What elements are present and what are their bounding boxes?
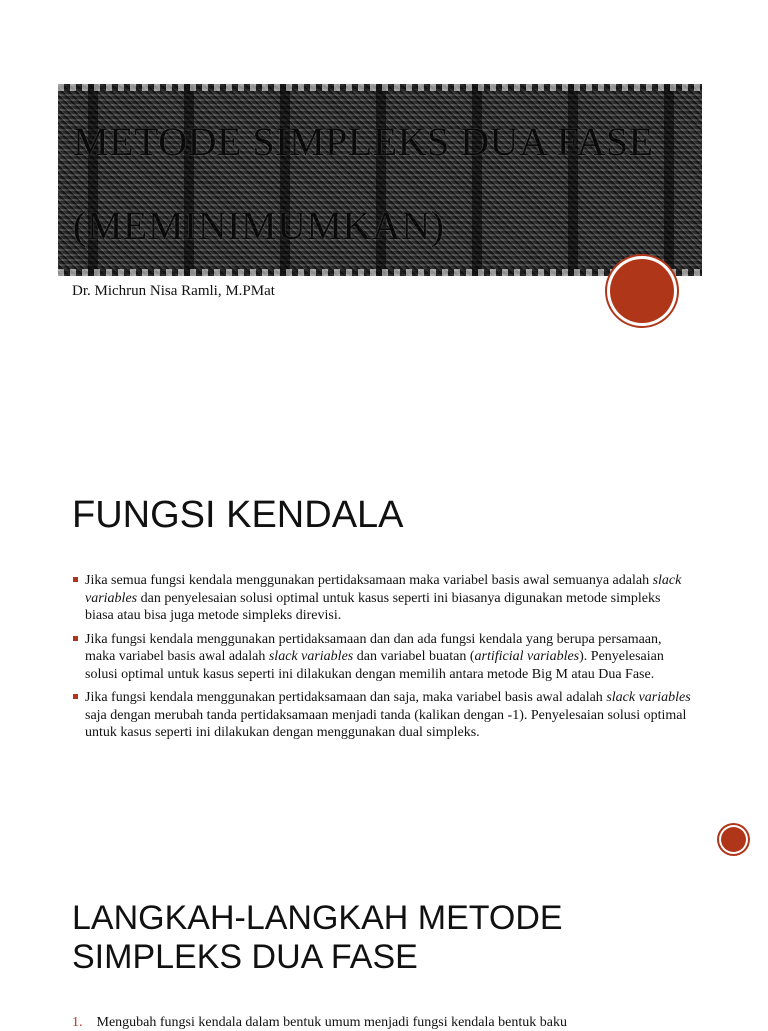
title-slide (0, 0, 768, 395)
step-number: 1. (72, 1015, 83, 1030)
bullet-text: Jika fungsi kendala menggunakan pertidaksamaan dan dan ada fungsi kendala yang berupa persamaan, maka variabel basis awal adalah (85, 631, 662, 664)
slide-heading: FUNGSI KENDALA (72, 494, 404, 536)
langkah-slide (0, 857, 768, 1030)
title-line-1: METODE SIMPLEKS DUA FASE (73, 119, 654, 164)
bullet-text: ). Penyelesaian solusi optimal untuk kasus seperti ini dilakukan dengan memilih antara metode Big M atau Dua Fase. (85, 649, 664, 682)
bullet-text: saja dengan merubah tanda pertidaksamaan menjadi tanda (kalikan dengan -1). Penyelesaian solusi optimal untuk kasus seperti ini dilakukan dengan menggunakan dual simpleks. (85, 707, 687, 740)
bullet-item-3 (72, 689, 692, 742)
fungsi-kendala-slide (0, 395, 768, 857)
bullet-text: dan penyelesaian solusi optimal untuk kasus seperti ini biasanya digunakan metode simpleks biasa atau bisa juga metode simpleks direvisi. (85, 590, 661, 623)
title-banner (58, 84, 702, 276)
step-text: Mengubah fungsi kendala dalam bentuk umum menjadi fungsi kendala bentuk baku (96, 1015, 567, 1030)
title-line-2: (MEMINIMUMKAN) (73, 203, 445, 248)
bullet-item-2 (72, 631, 692, 684)
author-name: Dr. Michrun Nisa Ramli, M.PMat (72, 283, 275, 299)
bullet-italic-text: artificial variables (474, 649, 580, 664)
bullet-italic-text: slack variables (268, 649, 354, 664)
bullet-text: Jika fungsi kendala menggunakan pertidaksamaan dan saja, maka variabel basis awal adalah (85, 690, 607, 705)
bullet-list (72, 572, 692, 748)
step-item (72, 1015, 567, 1031)
bullet-italic-text: slack variables (606, 690, 691, 705)
slide-heading (72, 899, 563, 977)
heading-line-1: LANGKAH-LANGKAH METODE (72, 899, 563, 937)
bullet-text: Jika semua fungsi kendala menggunakan pertidaksamaan maka variabel basis awal semuanya adalah (85, 573, 653, 588)
bullet-item-1 (72, 572, 692, 625)
bullet-text: dan variabel buatan ( (353, 649, 475, 664)
red-circle-seal-icon (610, 259, 674, 323)
heading-line-2: SIMPLEKS DUA FASE (72, 938, 418, 976)
bullet-italic-text: slack variables (85, 573, 682, 606)
red-circle-seal-icon (721, 827, 746, 852)
